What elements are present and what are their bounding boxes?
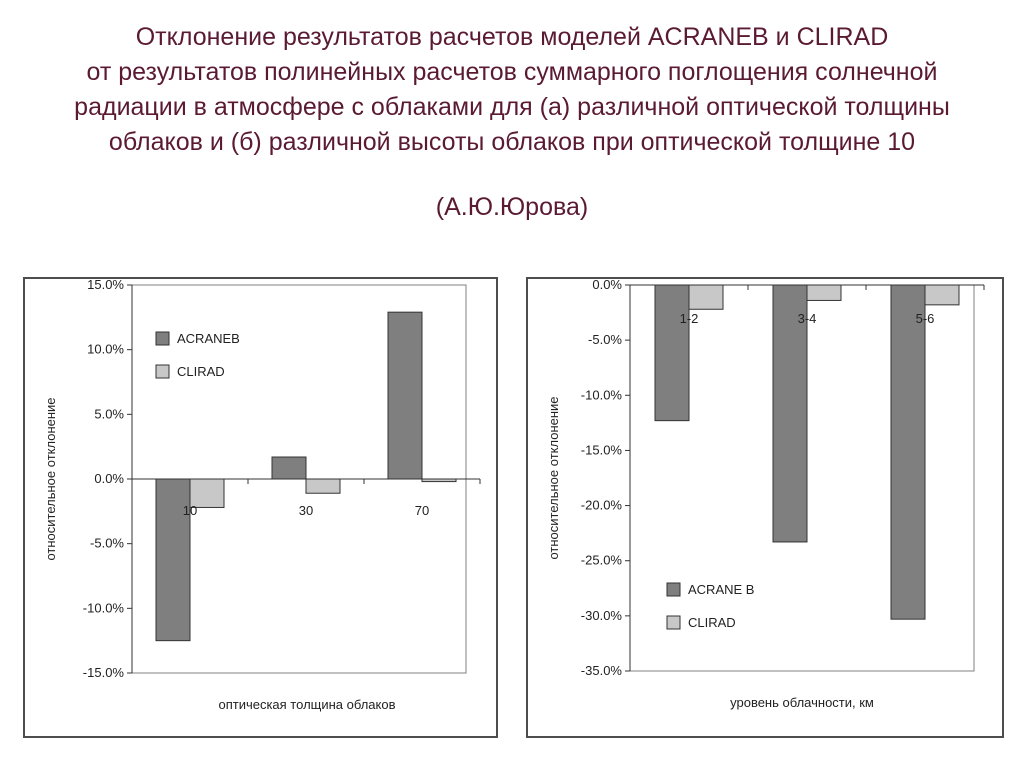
y-tick-label: -5.0% xyxy=(90,535,124,551)
x-category-label: 70 xyxy=(414,503,430,518)
chart-cloud-level xyxy=(526,277,1004,738)
legend-label: CLIRAD xyxy=(688,615,736,630)
y-tick-label: 10.0% xyxy=(87,341,124,357)
legend-swatch-clirad xyxy=(156,365,169,378)
y-axis-title: относительное отклонение xyxy=(43,397,58,561)
slide-title xyxy=(0,20,1024,160)
y-tick-label: -5.0% xyxy=(588,332,622,348)
y-tick-label: -10.0% xyxy=(82,600,124,616)
y-tick-label: -10.0% xyxy=(580,387,622,403)
y-tick-label: 0.0% xyxy=(94,471,124,486)
title-line: облаков и (б) различной высоты облаков при оптической толщине 10 xyxy=(108,128,916,156)
x-category-label: 1-2 xyxy=(679,311,699,326)
y-axis-title: относительное отклонение xyxy=(546,396,561,560)
title-line: радиации в атмосфере с облаками для (а) различной оптической толщины xyxy=(74,93,950,121)
y-tick-label: -35.0% xyxy=(580,663,622,678)
bar-acraneb xyxy=(388,312,422,479)
x-category-label: 10 xyxy=(182,503,198,518)
y-tick-label: 15.0% xyxy=(87,277,124,292)
bar-acraneb xyxy=(655,285,689,421)
bar-clirad xyxy=(925,285,959,305)
x-category-label: 5-6 xyxy=(915,311,935,326)
bar-acraneb xyxy=(891,285,925,619)
legend-label: ACRANE B xyxy=(688,582,755,597)
x-category-label: 30 xyxy=(298,503,314,518)
x-axis-title: уровень облачности, км xyxy=(730,695,874,710)
bar-clirad xyxy=(422,479,456,482)
y-tick-label: -15.0% xyxy=(82,665,124,680)
chart-optical-thickness xyxy=(23,277,498,738)
x-axis-title: оптическая толщина облаков xyxy=(218,697,396,712)
bar-acraneb xyxy=(272,457,306,479)
chart-right-svg xyxy=(528,279,1002,736)
title-line: Отклонение результатов расчетов моделей ACRANEB и CLIRAD xyxy=(135,23,889,51)
bar-clirad xyxy=(306,479,340,493)
title-line: от результатов полинейных расчетов суммарного поглощения солнечной xyxy=(86,58,938,86)
legend-swatch-acraneb xyxy=(156,332,169,345)
chart-left-svg xyxy=(25,279,496,736)
author-credit: (А.Ю.Юрова) xyxy=(435,193,589,221)
legend-label: ACRANEB xyxy=(177,331,240,346)
legend-label: CLIRAD xyxy=(177,364,225,379)
y-tick-label: -15.0% xyxy=(580,442,622,458)
y-tick-label: -25.0% xyxy=(580,552,622,568)
bar-clirad xyxy=(807,285,841,300)
y-tick-label: 5.0% xyxy=(94,406,124,422)
y-tick-label: -20.0% xyxy=(580,497,622,513)
bar-clirad xyxy=(689,285,723,309)
y-tick-label: -30.0% xyxy=(580,607,622,623)
legend-swatch-clirad xyxy=(667,616,680,629)
y-tick-label: 0.0% xyxy=(592,277,622,292)
x-category-label: 3-4 xyxy=(797,311,817,326)
legend-swatch-acraneb xyxy=(667,583,680,596)
